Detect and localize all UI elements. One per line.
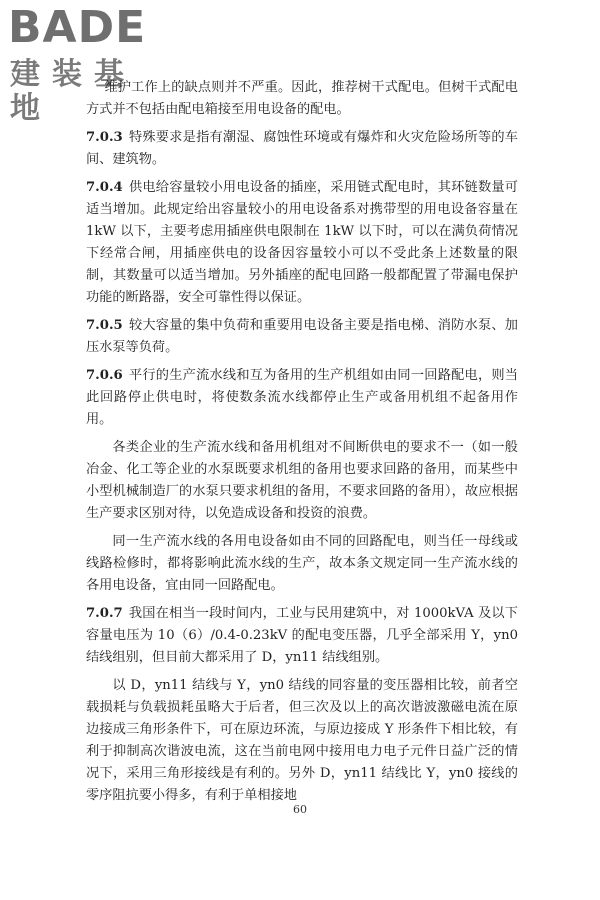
clause-number: 7.0.5 — [86, 318, 123, 333]
paragraph-text: 以 D，yn11 结线与 Y，yn0 结线的同容量的变压器相比较，前者空载损耗与负载损耗虽略大于后者，但三次及以上的高次谐波激磁电流在原边接成三角形条件下，可在原边环流，与原边接成 Y 形条件下相比较，有利于抑制高次谐波电流，这在当前电网中接用电力电子元件日益广泛的情况下，采用三角形接线是有利的。另外 D，yn11 结线比 Y，yn0 接线的零序阻抗要小得多，有利于单相接地 — [86, 678, 518, 803]
clause-number: 7.0.6 — [86, 368, 123, 383]
clause-text: 较大容量的集中负荷和重要用电设备主要是指电梯、消防水泵、加压水泵等负荷。 — [86, 318, 518, 355]
clause-number: 7.0.3 — [86, 130, 123, 145]
clause-text: 供电给容量较小用电设备的插座，采用链式配电时，其环链数量可适当增加。此规定给出容量较小的用电设备系对携带型的用电设备容量在 1kW 以下，主要考虑用插座供电限制在 1kW 以下时，可以在满负荷情况下经常合闸，用插座供电的设备因容量较小可以不受此条上述数量的限制，其数量可以适当增加。另外插座的配电回路一般都配置了带漏电保护功能的断路器，安全可靠性得以保证。 — [86, 180, 518, 305]
paragraph-text: 同一生产流水线的各用电设备如由不同的回路配电，则当任一母线或线路检修时，都将影响此流水线的生产，故本条文规定同一生产流水线的各用电设备，宜由同一回路配电。 — [86, 534, 518, 593]
paragraph-body — [86, 437, 518, 525]
paragraph-text: 维护工作上的缺点则并不严重。因此，推荐树干式配电。但树干式配电方式并不包括由配电箱接至用电设备的配电。 — [86, 80, 518, 117]
logo-chinese-text: 建装基地 — [10, 57, 136, 126]
page-number: 60 — [293, 803, 307, 816]
clause-7-0-6 — [86, 365, 518, 431]
logo-latin-text: BADE — [8, 2, 147, 53]
clause-number: 7.0.4 — [86, 180, 123, 195]
paragraph-body — [86, 531, 518, 597]
paragraph-continuation — [86, 77, 518, 121]
clause-number: 7.0.7 — [86, 606, 123, 621]
clause-7-0-7 — [86, 603, 518, 669]
clause-text: 特殊要求是指有潮湿、腐蚀性环境或有爆炸和火灾危险场所等的车间、建筑物。 — [86, 130, 518, 167]
document-body — [86, 77, 518, 813]
paragraph-text: 各类企业的生产流水线和备用机组对不间断供电的要求不一（如一般冶金、化工等企业的水泵既要求机组的备用也要求回路的备用，而某些中小型机械制造厂的水泵只要求机组的备用，不要求回路的备用），故应根据生产要求区别对待，以免造成设备和投资的浪费。 — [86, 440, 518, 521]
clause-7-0-3 — [86, 127, 518, 171]
clause-7-0-5 — [86, 315, 518, 359]
clause-7-0-4 — [86, 177, 518, 309]
clause-text: 平行的生产流水线和互为备用的生产机组如由同一回路配电，则当此回路停止供电时，将使数条流水线都停止生产或备用机组不起备用作用。 — [86, 368, 518, 427]
paragraph-body — [86, 675, 518, 807]
clause-text: 我国在相当一段时间内，工业与民用建筑中，对 1000kVA 及以下容量电压为 10（6）/0.4-0.23kV 的配电变压器，几乎全部采用 Y，yn0 结线组别，但目前大都采用了 D，yn11 结线组别。 — [86, 606, 518, 665]
